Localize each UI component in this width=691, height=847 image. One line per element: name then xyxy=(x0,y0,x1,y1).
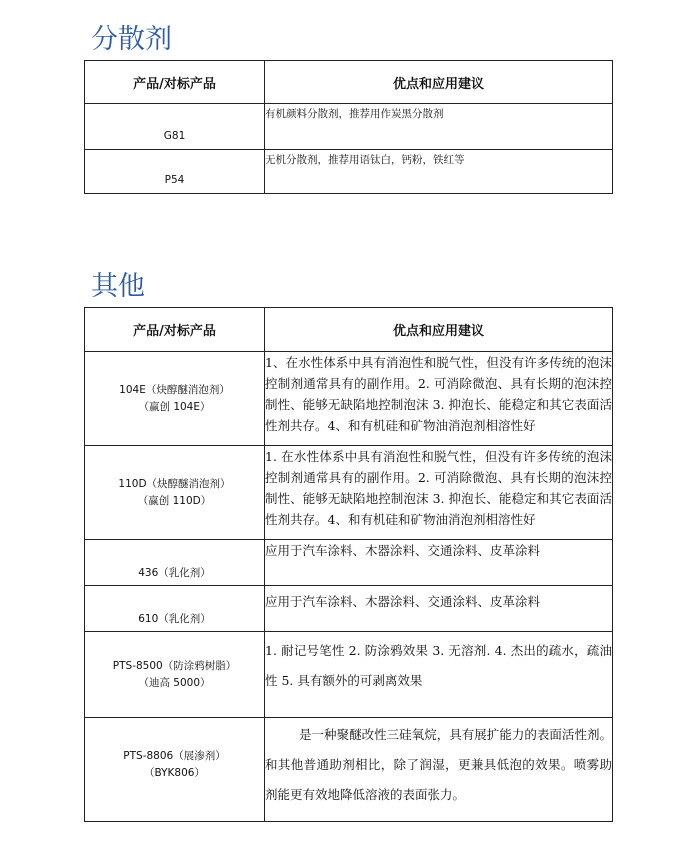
product-name: 110D（炔醇醚消泡剂） xyxy=(118,477,231,490)
advice-cell: 无机分散剂，推荐用语钛白，钙粉，铁红等 xyxy=(265,150,613,194)
product-cell: 436（乳化剂） xyxy=(85,540,265,586)
column-header-product: 产品/对标产品 xyxy=(85,61,265,104)
other-table xyxy=(84,307,613,822)
advice-cell: 1、在水性体系中具有消泡性和脱气性，但没有许多传统的泡沫控制剂通常具有的副作用。2. 可消除微泡、具有长期的泡沫控制性、能够无缺陷地控制泡沫 3. 抑泡长、能稳定和其它表面活性剂共存。4、和有机硅和矿物油消泡剂相溶性好 xyxy=(265,352,613,446)
product-benchmark: （BYK806） xyxy=(144,766,205,779)
table-row xyxy=(85,718,613,822)
section-title-other: 其他 xyxy=(91,271,145,302)
product-benchmark: （赢创 104E） xyxy=(138,400,211,413)
product-cell xyxy=(85,632,265,718)
product-name: PTS-8500（防涂鸦树脂） xyxy=(112,659,237,672)
advice-cell: 应用于汽车涂料、木器涂料、交通涂料、皮革涂料 xyxy=(265,540,613,586)
product-cell: G81 xyxy=(85,104,265,150)
advice-cell xyxy=(265,718,613,822)
product-name: 104E（炔醇醚消泡剂） xyxy=(119,383,230,396)
advice-cell: 1. 在水性体系中具有消泡性和脱气性，但没有许多传统的泡沫控制剂通常具有的副作用。2. 可消除微泡、具有长期的泡沫控制性、能够无缺陷地控制泡沫 3. 抑泡长、能稳定和其它表面活性剂共存。4、和有机硅和矿物油消泡剂相溶性好 xyxy=(265,446,613,540)
table-row xyxy=(85,586,613,632)
product-cell: 610（乳化剂） xyxy=(85,586,265,632)
advice-cell: 应用于汽车涂料、木器涂料、交通涂料、皮革涂料 xyxy=(265,586,613,632)
column-header-advice: 优点和应用建议 xyxy=(265,61,613,104)
table-row xyxy=(85,150,613,194)
advice-cell: 有机颜料分散剂，推荐用作炭黑分散剂 xyxy=(265,104,613,150)
section-title-dispersant: 分散剂 xyxy=(91,24,172,55)
column-header-advice: 优点和应用建议 xyxy=(265,308,613,352)
advice-cell: 1. 耐记号笔性 2. 防涂鸦效果 3. 无溶剂. 4. 杰出的疏水，疏油性 5. 具有额外的可剥离效果 xyxy=(265,632,613,718)
table-row xyxy=(85,446,613,540)
product-benchmark: （迪高 5000） xyxy=(138,676,211,689)
product-cell xyxy=(85,352,265,446)
product-cell xyxy=(85,718,265,822)
product-cell: P54 xyxy=(85,150,265,194)
product-cell xyxy=(85,446,265,540)
table-row xyxy=(85,540,613,586)
product-name: PTS-8806（展渗剂） xyxy=(123,749,226,762)
table-header-row xyxy=(85,308,613,352)
product-benchmark: （赢创 110D） xyxy=(137,494,212,507)
dispersant-table xyxy=(84,60,613,194)
table-header-row xyxy=(85,61,613,104)
advice-text: 是一种聚醚改性三硅氧烷，具有展扩能力的表面活性剂。和其他普通助剂相比，除了润湿，更兼具低泡的效果。喷雾助剂能更有效地降低溶液的表面张力。 xyxy=(265,727,612,802)
column-header-product: 产品/对标产品 xyxy=(85,308,265,352)
table-row xyxy=(85,104,613,150)
table-row xyxy=(85,632,613,718)
table-row xyxy=(85,352,613,446)
